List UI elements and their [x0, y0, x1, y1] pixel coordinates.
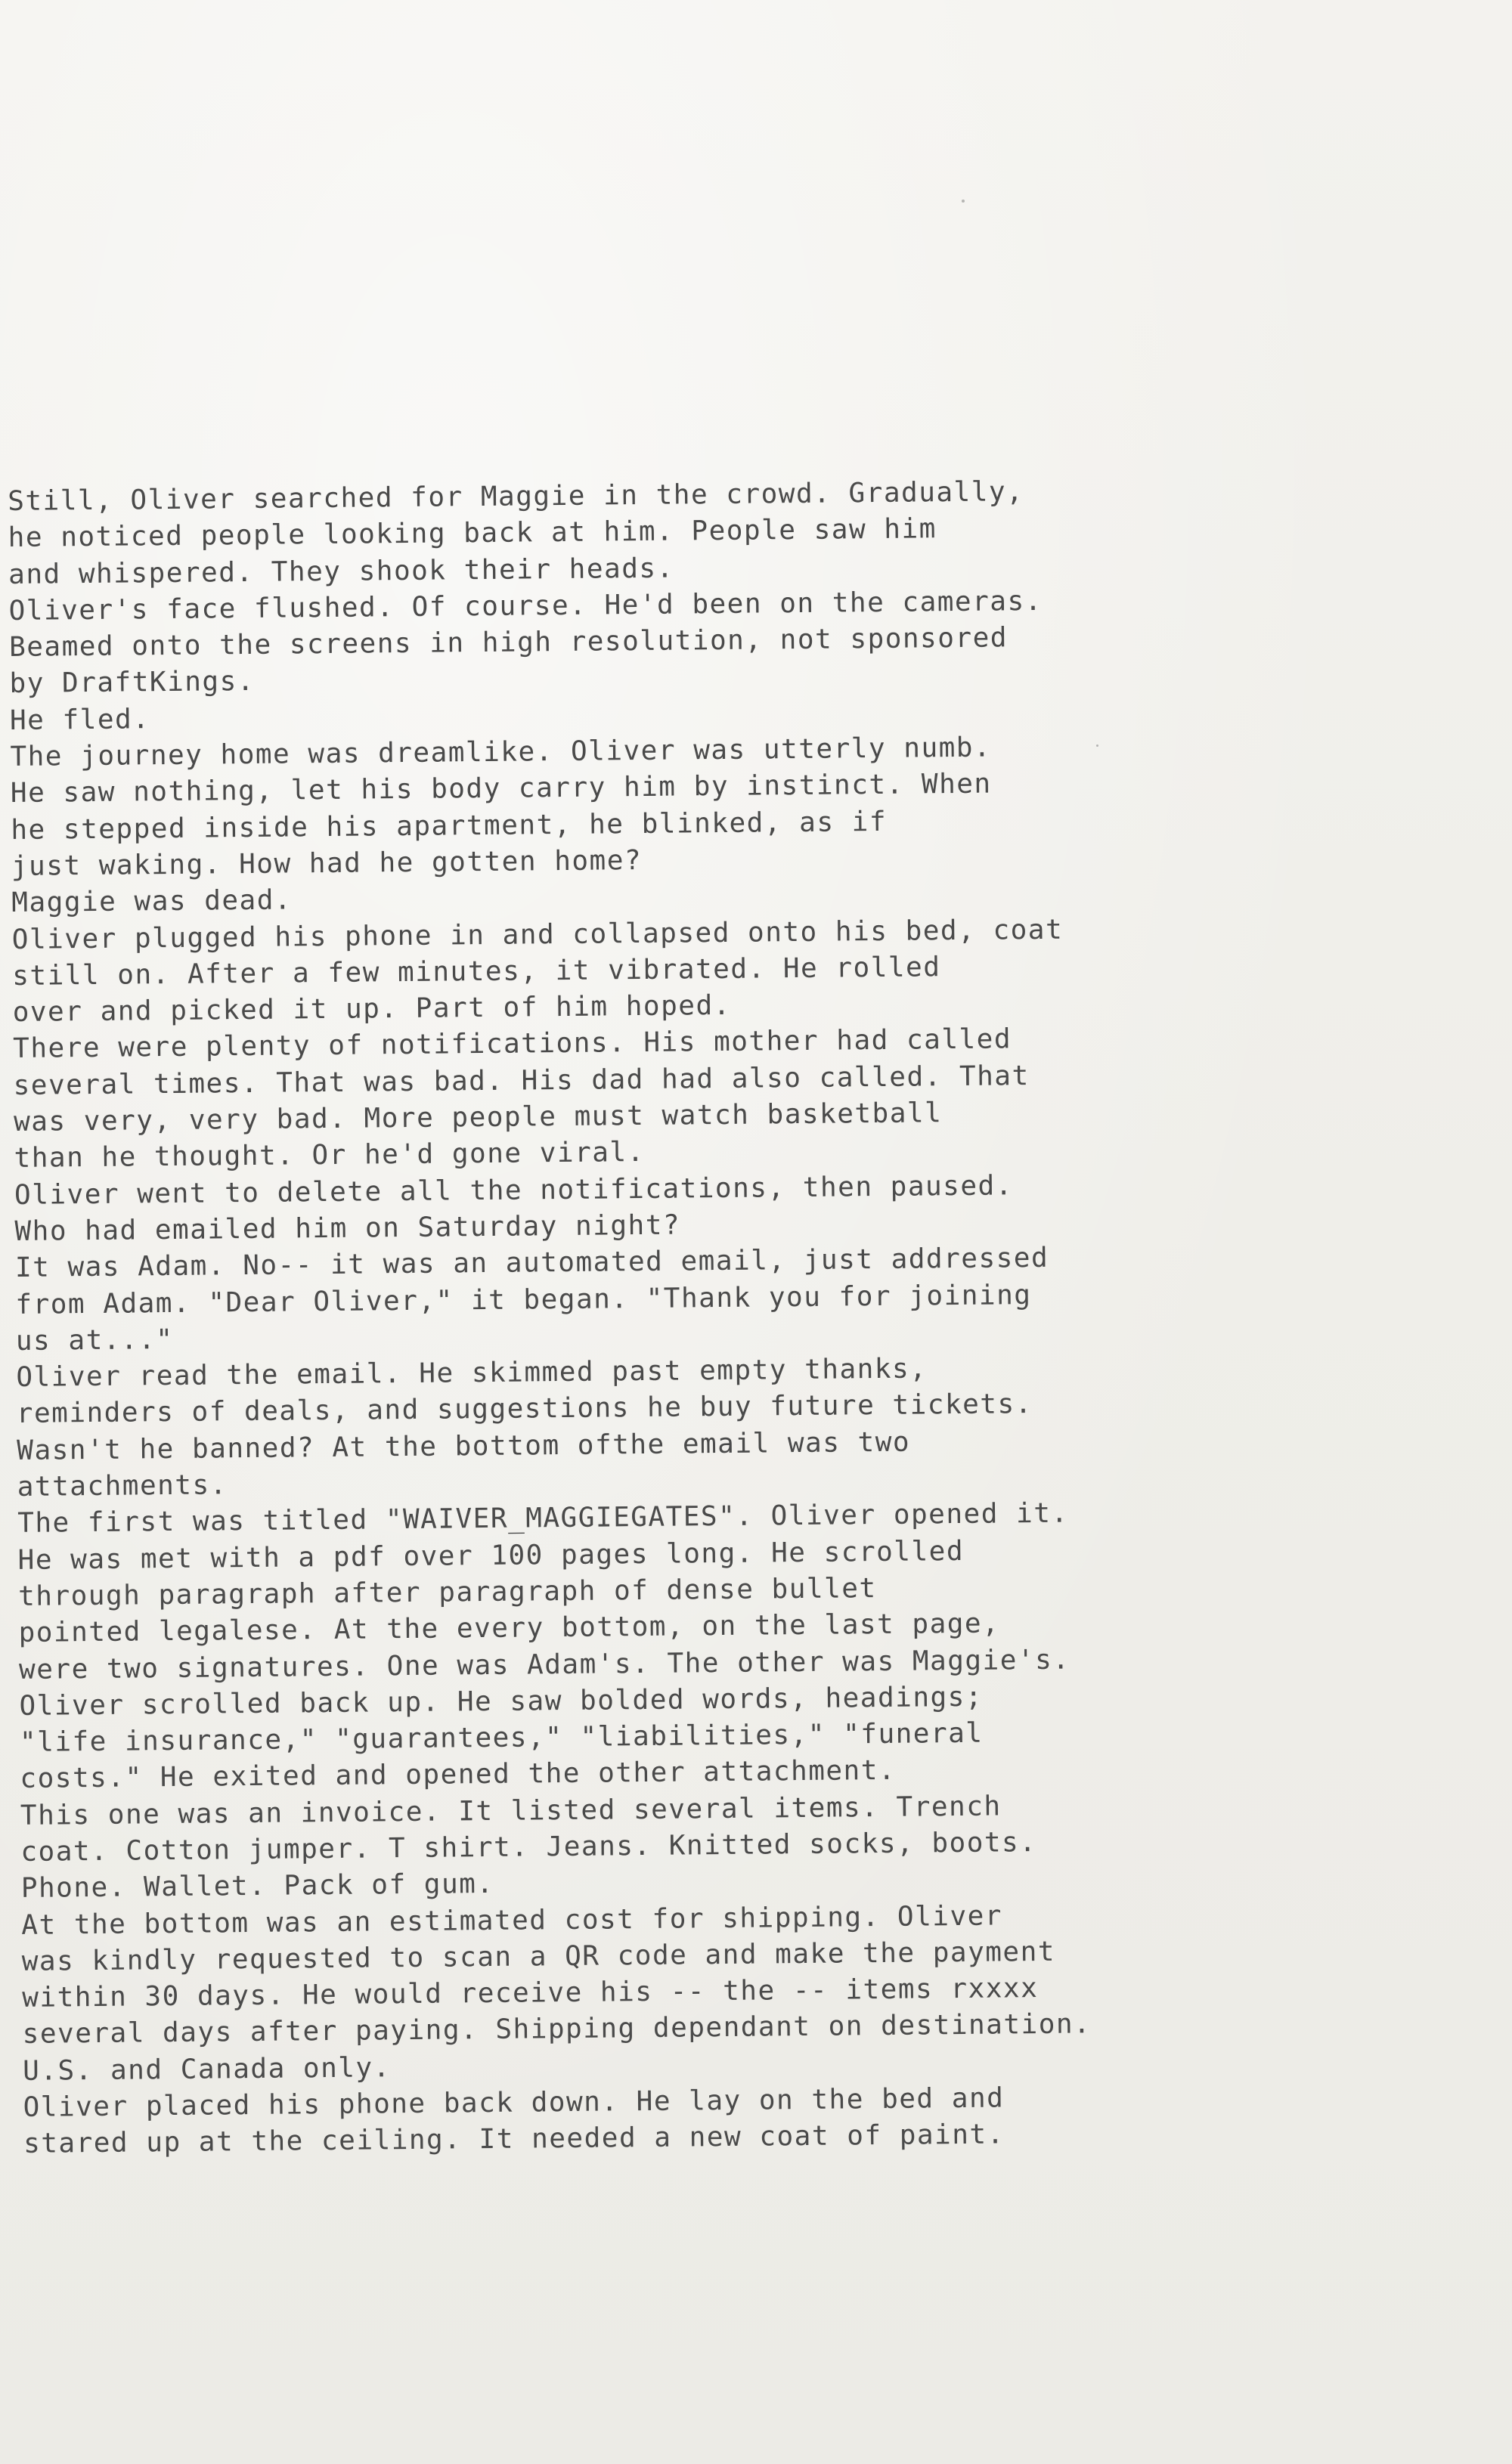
text-line: Oliver plugged his phone in and collapsed onto his bed, coat [11, 914, 1064, 955]
text-line: This one was an invoice. It listed several items. Trench [20, 1791, 1002, 1831]
text-line: Maggie was dead. [11, 884, 293, 919]
text-line: Wasn't he banned? At the bottom ofthe email was two [17, 1426, 911, 1466]
text-line: He was met with a pdf over 100 pages long. He scrolled [17, 1535, 965, 1576]
text-line: through paragraph after paragraph of dense bullet [17, 1572, 877, 1612]
text-line: he noticed people looking back at him. People saw him [8, 513, 937, 554]
text-line: several days after paying. Shipping dependant on destination. [22, 2008, 1092, 2051]
text-line: from Adam. "Dear Oliver," it began. "Thank you for joining [15, 1279, 1032, 1320]
text-line: pointed legalese. At the every bottom, on the last page, [18, 1608, 1000, 1649]
text-line: by DraftKings. [9, 666, 256, 700]
text-line: us at..." [15, 1323, 174, 1357]
text-line: were two signatures. One was Adam's. The other was Maggie's. [18, 1644, 1070, 1685]
text-line: was kindly requested to scan a QR code and make the payment [21, 1936, 1056, 1977]
text-line: was very, very bad. More people must watch basketball [13, 1097, 943, 1138]
text-line: U.S. and Canada only. [22, 2051, 391, 2087]
text-line: coat. Cotton jumper. T shirt. Jeans. Knitted socks, boots. [20, 1826, 1037, 1868]
text-line: Oliver scrolled back up. He saw bolded words, headings; [19, 1681, 984, 1722]
paper-speck [962, 200, 965, 203]
text-line: reminders of deals, and suggestions he buy future tickets. [16, 1388, 1033, 1430]
text-line: Still, Oliver searched for Maggie in the crowd. Gradually, [8, 476, 1024, 517]
typewritten-text-block [8, 469, 1512, 2163]
text-line: Oliver read the email. He skimmed past empty thanks, [16, 1353, 928, 1394]
text-line: Who had emailed him on Saturday night? [14, 1209, 681, 1247]
text-line: He saw nothing, let his body carry him by instinct. When [10, 768, 992, 809]
text-line: The journey home was dreamlike. Oliver was utterly numb. [10, 732, 992, 773]
text-line: He fled. [9, 703, 150, 736]
text-line: within 30 days. He would receive his -- the -- items rxxxx [22, 1973, 1039, 2014]
text-line: attachments. [17, 1469, 228, 1503]
text-line: several times. That was bad. His dad had also called. That [13, 1060, 1030, 1101]
text-line: The first was titled "WAIVER_MAGGIEGATES". Oliver opened it. [17, 1497, 1069, 1540]
text-line: "life insurance," "guarantees," "liabilities," "funeral [19, 1717, 984, 1759]
text-line: Oliver's face flushed. Of course. He'd been on the cameras. [8, 585, 1043, 627]
text-line: Oliver went to delete all the notifications, then paused. [14, 1169, 1014, 1211]
text-line: still on. After a few minutes, it vibrated. He rolled [12, 952, 941, 992]
text-line: Oliver placed his phone back down. He lay on the bed and [23, 2082, 1005, 2123]
text-line: over and picked it up. Part of him hoped. [12, 990, 732, 1029]
text-line: Beamed onto the screens in high resolution, not sponsored [8, 622, 1009, 664]
text-line: just waking. How had he gotten home? [11, 844, 643, 882]
text-line: There were plenty of notifications. His mother had called [12, 1023, 1012, 1065]
text-line: stared up at the ceiling. It needed a new coat of paint. [23, 2119, 1005, 2160]
text-line: he stepped inside his apartment, he blinked, as if [11, 806, 888, 846]
text-line: It was Adam. No-- it was an automated email, just addressed [14, 1243, 1049, 1284]
text-line: than he thought. Or he'd gone viral. [14, 1137, 645, 1175]
text-line: Phone. Wallet. Pack of gum. [20, 1868, 494, 1905]
text-line: and whispered. They shook their heads. [8, 553, 674, 590]
text-line: At the bottom was an estimated cost for shipping. Oliver [21, 1900, 1003, 1941]
text-line: costs." He exited and opened the other attachment. [20, 1755, 897, 1795]
